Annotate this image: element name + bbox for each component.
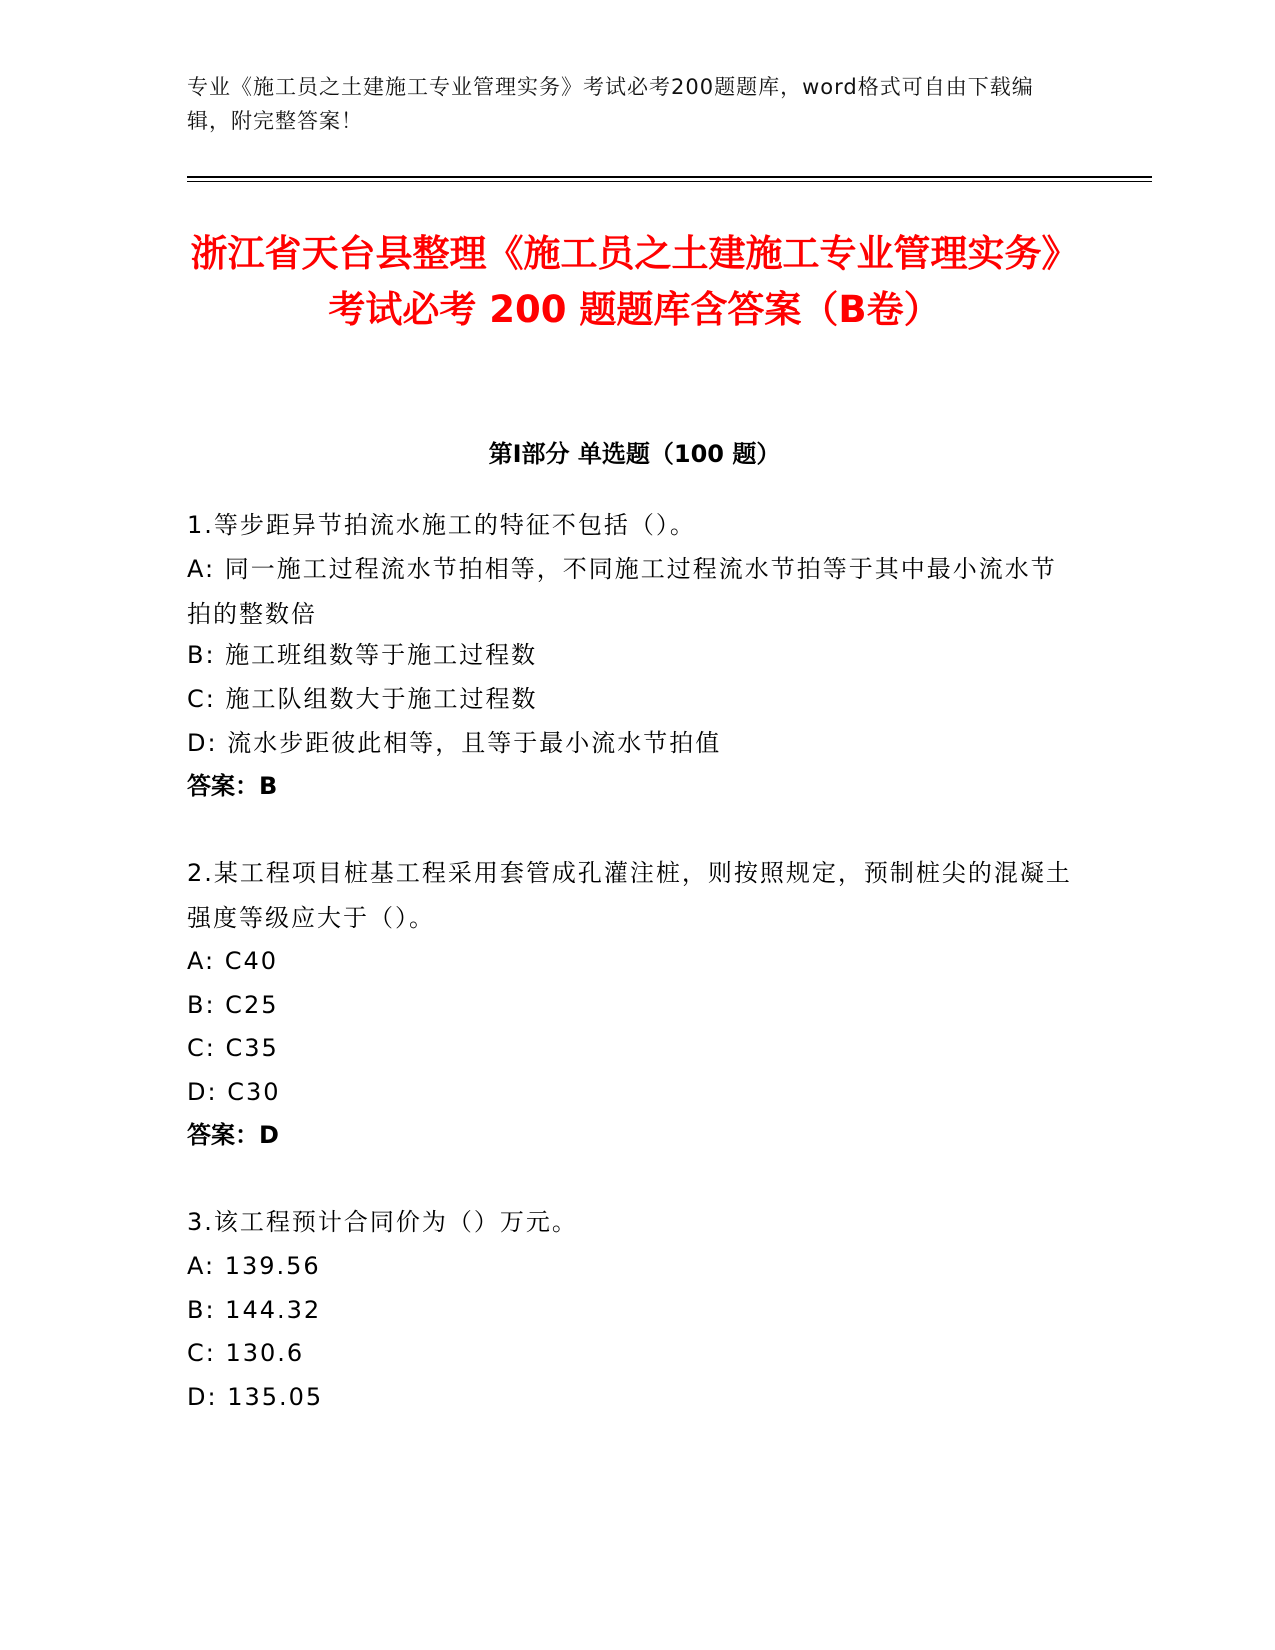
question-stem: 3.该工程预计合同价为（）万元。 bbox=[187, 1208, 578, 1236]
question-option: C: C35 bbox=[187, 1034, 279, 1062]
question-option: D: 135.05 bbox=[187, 1383, 324, 1411]
question-option: D: 流水步距彼此相等，且等于最小流水节拍值 bbox=[187, 729, 722, 757]
question-option: A: 139.56 bbox=[187, 1252, 321, 1280]
question-option: B: 施工班组数等于施工过程数 bbox=[187, 641, 538, 669]
header-divider-thin bbox=[187, 181, 1152, 182]
question-option: B: 144.32 bbox=[187, 1296, 322, 1324]
header-note: 专业《施工员之土建施工专业管理实务》考试必考200题题库，word格式可自由下载编辑，附完整答案！ bbox=[187, 75, 1034, 133]
answer-label: 答案：B bbox=[187, 772, 278, 800]
document-title: 浙江省天台县整理《施工员之土建施工专业管理实务》考试必考 200 题题库含答案（B卷） bbox=[190, 232, 1079, 331]
question-option: B: C25 bbox=[187, 991, 279, 1019]
answer-label: 答案：D bbox=[187, 1121, 279, 1149]
question-option: A: C40 bbox=[187, 947, 279, 975]
header-divider-thick bbox=[187, 176, 1152, 178]
question-option: A: 同一施工过程流水节拍相等，不同施工过程流水节拍等于其中最小流水节拍的整数倍 bbox=[187, 555, 1057, 628]
question-stem: 1.等步距异节拍流水施工的特征不包括（）。 bbox=[187, 511, 696, 539]
question-option: C: 130.6 bbox=[187, 1339, 305, 1367]
question-stem: 2.某工程项目桩基工程采用套管成孔灌注桩，则按照规定，预制桩尖的混凝土强度等级应大于（）。 bbox=[187, 859, 1072, 932]
question-option: C: 施工队组数大于施工过程数 bbox=[187, 685, 538, 713]
section-heading: 第Ⅰ部分 单选题（100 题） bbox=[488, 440, 781, 468]
question-option: D: C30 bbox=[187, 1078, 281, 1106]
